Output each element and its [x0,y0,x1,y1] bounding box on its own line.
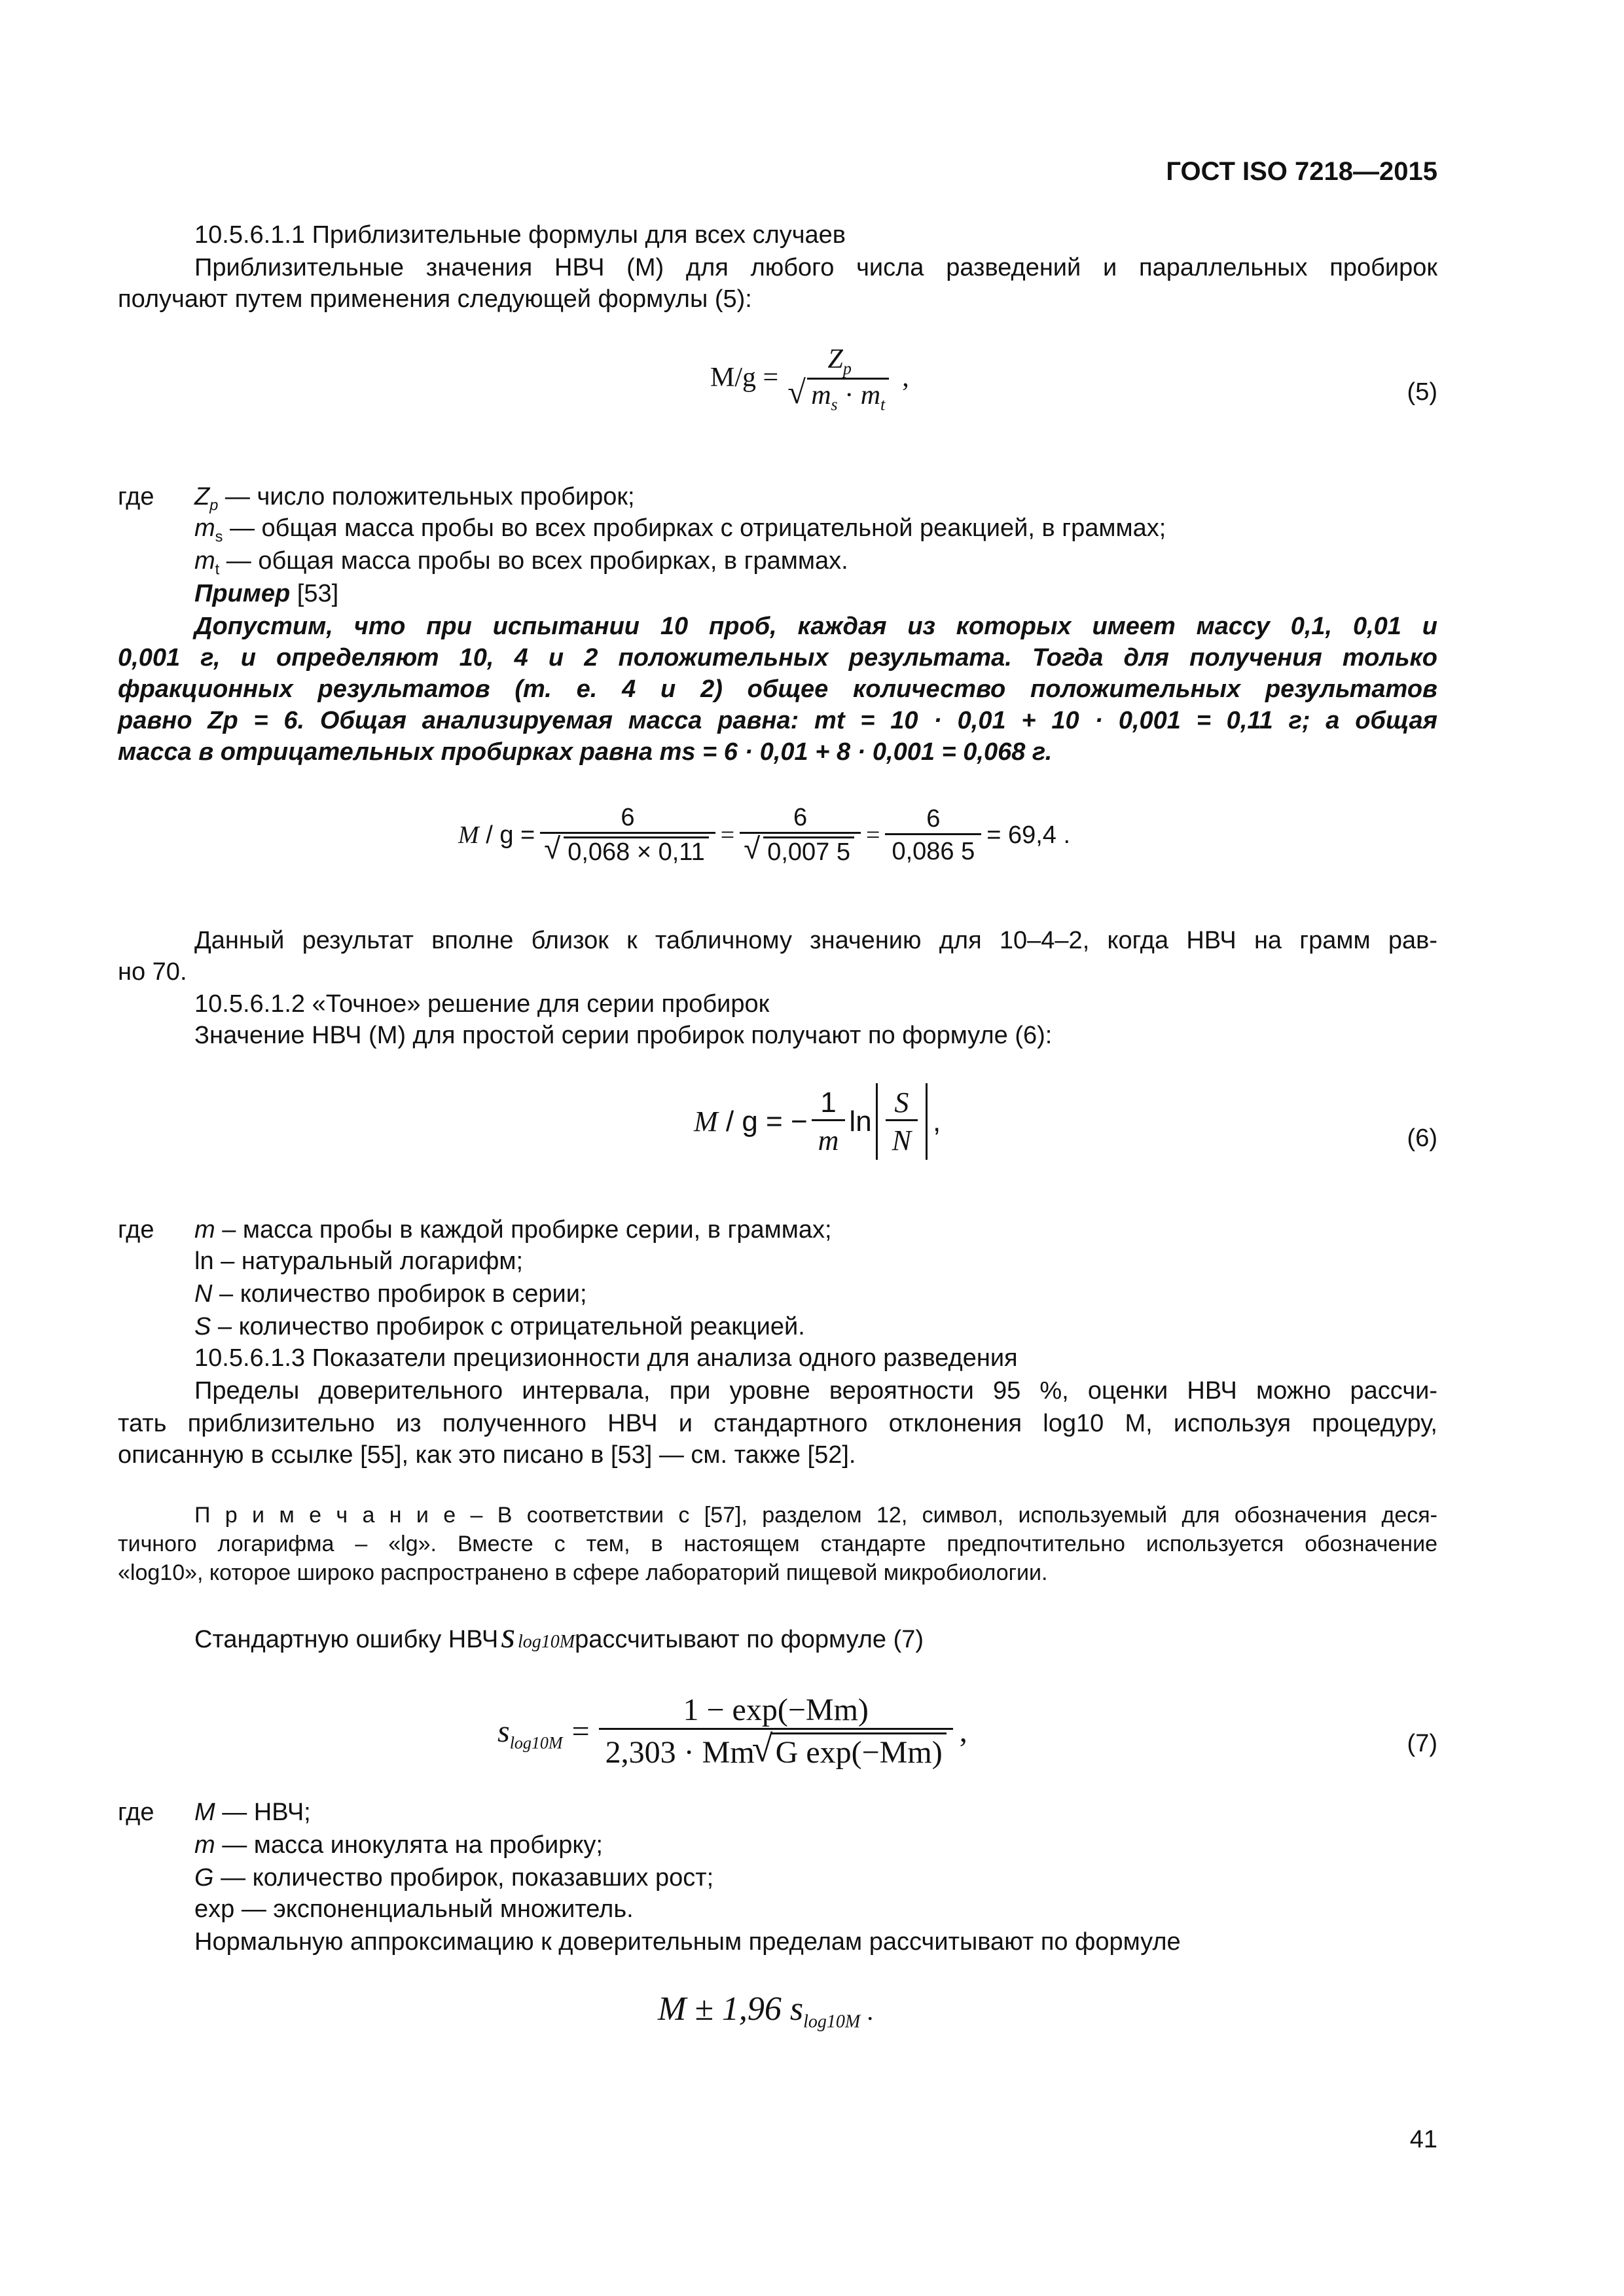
calc-n1: 6 [621,804,635,831]
paragraph-4: Нормальную аппроксимацию к доверительным пределам рассчитывают по формуле [194,1928,1181,1956]
calc-d1: √ 0,068 × 0,11 [564,836,709,867]
where-3-M: M — НВЧ; [194,1799,311,1826]
formula-6-ln: ln [849,1105,872,1138]
formula-7-eq: = [571,1713,590,1749]
calc-fraction-1 [540,804,715,867]
where-2-n: N – количество пробирок в серии; [194,1280,587,1308]
calc-d2: √ 0,007 5 [763,836,854,867]
example-line-4: равно Zp = 6. Общая анализируемая масса равна: mt = 10 · 0,01 + 10 · 0,001 = 0,11 г; а общая [118,707,1437,734]
section-3-line-1: Пределы доверительного интервала, при уровне вероятности 95 %, оценки НВЧ можно рассчи- [194,1377,1437,1405]
example-label: Пример [53] [194,580,339,607]
section-3-line-3: описанную в ссылке [55], как это писано в [53] — см. также [52]. [118,1441,856,1469]
note-line-1: П р и м е ч а н и е – В соответствии с [57], разделом 12, символ, используемый для обозначения деся- [194,1503,1437,1528]
formula-6 [694,1083,941,1160]
calc-n3: 6 [926,804,941,833]
where-3-exp: exp — экспоненциальный множитель. [194,1895,634,1923]
section-heading-2: 10.5.6.1.2 «Точное» решение для серии пробирок [194,990,770,1018]
where-3-lead: где [118,1799,154,1826]
where-2-ln: ln – натуральный логарифм; [194,1247,524,1275]
formula-7-lhs: $s_{log10M}$ [497,1713,563,1753]
where-1-ms: $m_s$ — общая масса пробы во всех пробирках с отрицательной реакцией, в граммах; [194,514,1166,545]
formula-6-coef: $\frac{1}{m}$ [812,1086,846,1157]
section-heading-3: 10.5.6.1.3 Показатели прецизионности для анализа одного разведения [194,1344,1018,1372]
formula-6-number: (6) [1407,1124,1437,1152]
where-1-mt: $m_t$ — общая масса пробы во всех пробирках, в граммах. [194,547,848,578]
formula-5-sqrt: √ $m_s \cdot m_t$ [807,378,889,411]
calc-fraction-2 [740,804,861,867]
section-2-text: Значение НВЧ (М) для простой серии пробирок получают по формуле (6): [194,1022,1053,1049]
calc-fraction-3 [885,805,981,866]
where-1-zp: $Z_p$ — число положительных пробирок; [194,483,635,514]
formula-5-lhs: M/g = [710,362,779,393]
calc-eq1: = [720,821,735,849]
formula-7-den: 2,303 · Mm√ G exp(−Mm) [599,1728,953,1770]
where-2-lead: где [118,1216,154,1244]
paragraph-3: Стандартную ошибку НВЧ s log10M рассчитывают по формуле (7) [194,1615,924,1656]
section-3-line-2: тать приблизительно из полученного НВЧ и стандартного отклонения log10 M, используя процедуру, [118,1410,1437,1437]
example-line-1: Допустим, что при испытании 10 проб, каждая из которых имеет массу 0,1, 0,01 и [194,613,1437,640]
section-heading-1: 10.5.6.1.1 Приблизительные формулы для всех случаев [194,221,846,249]
calc-n2: 6 [793,804,808,831]
formula-5-tail: , [902,362,909,393]
calc-d3: 0,086 5 [885,833,981,866]
where-3-g: G — количество пробирок, показавших рост; [194,1864,714,1892]
formula-6-lhs: M / g = − [694,1105,808,1138]
where-3-m: m — масса инокулята на пробирку; [194,1831,603,1859]
paragraph-2-line-1: Данный результат вполне близок к табличному значению для 10–4–2, когда НВЧ на грамм рав- [194,927,1437,954]
final-formula: M ± 1,96 $s_{log10M}$ . [658,1990,874,2032]
paragraph-2-line-2: но 70. [118,958,187,986]
document-code: ГОСТ ISO 7218—2015 [1166,157,1437,186]
formula-7-tail: , [959,1713,967,1749]
calculation-formula [458,804,1070,867]
formula-6-tail: , [933,1105,941,1138]
formula-5-num-sub: p [842,359,852,378]
example-line-3: фракционных результатов (т. е. 4 и 2) общее количество положительных результатов [118,675,1437,703]
calc-eq2: = [866,821,880,849]
formula-7-number: (7) [1407,1730,1437,1757]
where-2-s: S – количество пробирок с отрицательной реакцией. [194,1313,805,1340]
formula-7-num: 1 − exp(−Mm) [683,1693,869,1727]
formula-7-fraction [599,1692,953,1770]
formula-5-fraction [784,344,895,414]
where-1-lead: где [118,483,154,511]
formula-5 [710,344,909,414]
note-line-3: «log10», которое широко распространено в сфере лабораторий пищевой микробиологии. [118,1560,1048,1585]
example-line-5: масса в отрицательных пробирках равна ms = 6 · 0,01 + 8 · 0,001 = 0,068 г. [118,738,1053,766]
page-number: 41 [1409,2126,1437,2153]
calc-lhs: M / g = [458,821,535,849]
paragraph-1-line-1: Приблизительные значения НВЧ (М) для любого числа разведений и параллельных пробирок [194,254,1437,281]
calc-result: = 69,4 . [986,821,1071,849]
formula-5-num: Z [827,344,843,374]
paragraph-1-line-2: получают путем применения следующей формулы (5): [118,285,752,313]
formula-7 [497,1692,967,1770]
formula-6-bracket: $\frac{S}{N}$ [876,1083,928,1160]
example-line-2: 0,001 г, и определяют 10, 4 и 2 положительных результата. Тогда для получения только [118,644,1437,672]
note-line-2: тичного логарифма – «lg». Вместе с тем, в настоящем стандарте предпочтительно используется обозначение [118,1532,1437,1556]
where-2-m: m – масса пробы в каждой пробирке серии, в граммах; [194,1216,832,1244]
formula-5-number: (5) [1407,378,1437,406]
